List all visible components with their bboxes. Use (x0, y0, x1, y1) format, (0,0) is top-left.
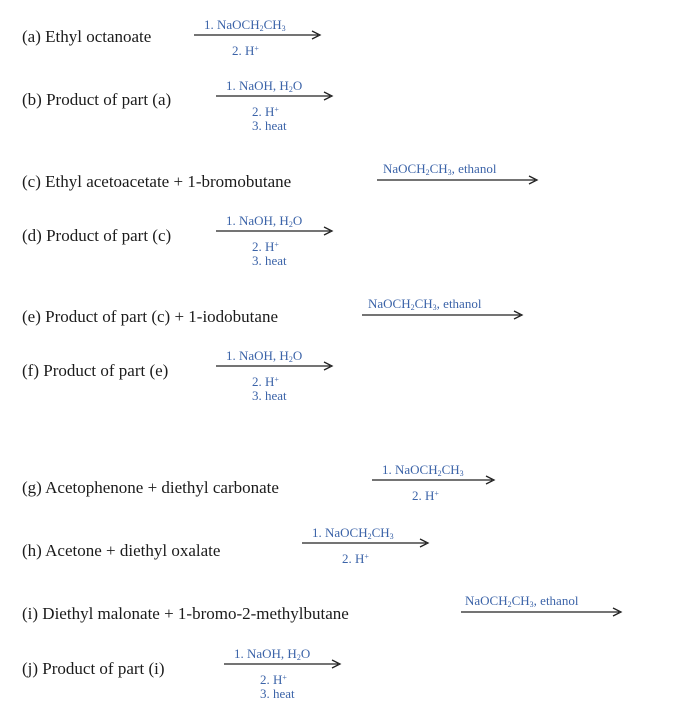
reagent-above-i-1: $NaOCH_2CH_3$, ethanol (465, 593, 579, 609)
problem-h-label: (h) Acetone + diethyl oxalate (22, 541, 221, 560)
reagent-above-h-1: 1. $NaOCH_2CH_3$ (312, 525, 394, 541)
arrow-icon (194, 30, 324, 40)
reagent-below-j-1: 2. H+ (260, 672, 287, 687)
problem-g-label: (g) Acetophenone + diethyl carbonate (22, 478, 279, 497)
reagent-below-d-2: 3. heat (252, 253, 287, 268)
reagent-above-a-1: 1. $NaOCH_2CH_3$ (204, 17, 286, 33)
reagent-above-g-1: 1. $NaOCH_2CH_3$ (382, 462, 464, 478)
reagent-below-d-1: 2. H+ (252, 239, 279, 254)
arrow-icon (216, 91, 336, 101)
reagent-above-d-1: 1. NaOH, $H_2O$ (226, 213, 303, 229)
problem-a-label: (a) Ethyl octanoate (22, 27, 152, 46)
problem-b-label: (b) Product of part (a) (22, 90, 172, 109)
problem-c-label: (c) Ethyl acetoacetate + 1-bromobutane (22, 172, 292, 191)
problem-e-label: (e) Product of part (c) + 1-iodobutane (22, 307, 278, 326)
reagent-above-c-1: $NaOCH_2CH_3$, ethanol (383, 161, 497, 177)
reagent-below-f-1: 2. H+ (252, 374, 279, 389)
arrow-icon (216, 361, 336, 371)
arrow-icon (216, 226, 336, 236)
arrow-icon (362, 310, 526, 320)
arrow-icon (372, 475, 498, 485)
arrow-icon (461, 607, 625, 617)
reagent-below-b-2: 3. heat (252, 118, 287, 133)
reagent-below-j-2: 3. heat (260, 686, 295, 701)
reagent-below-h-1: 2. H+ (342, 551, 369, 566)
arrow-icon (377, 175, 541, 185)
reagent-below-a-1: 2. H+ (232, 43, 259, 58)
reagent-above-j-1: 1. NaOH, $H_2O$ (234, 646, 311, 662)
reagent-below-g-1: 2. H+ (412, 488, 439, 503)
reagent-above-f-1: 1. NaOH, $H_2O$ (226, 348, 303, 364)
arrow-icon (302, 538, 432, 548)
reagent-above-b-1: 1. NaOH, $H_2O$ (226, 78, 303, 94)
problem-f-label: (f) Product of part (e) (22, 361, 169, 380)
problem-j-label: (j) Product of part (i) (22, 659, 165, 678)
reagent-below-b-1: 2. H+ (252, 104, 279, 119)
problem-i-label: (i) Diethyl malonate + 1-bromo-2-methylbutane (22, 604, 349, 623)
reagent-above-e-1: $NaOCH_2CH_3$, ethanol (368, 296, 482, 312)
problem-d-label: (d) Product of part (c) (22, 226, 172, 245)
reagent-below-f-2: 3. heat (252, 388, 287, 403)
arrow-icon (224, 659, 344, 669)
